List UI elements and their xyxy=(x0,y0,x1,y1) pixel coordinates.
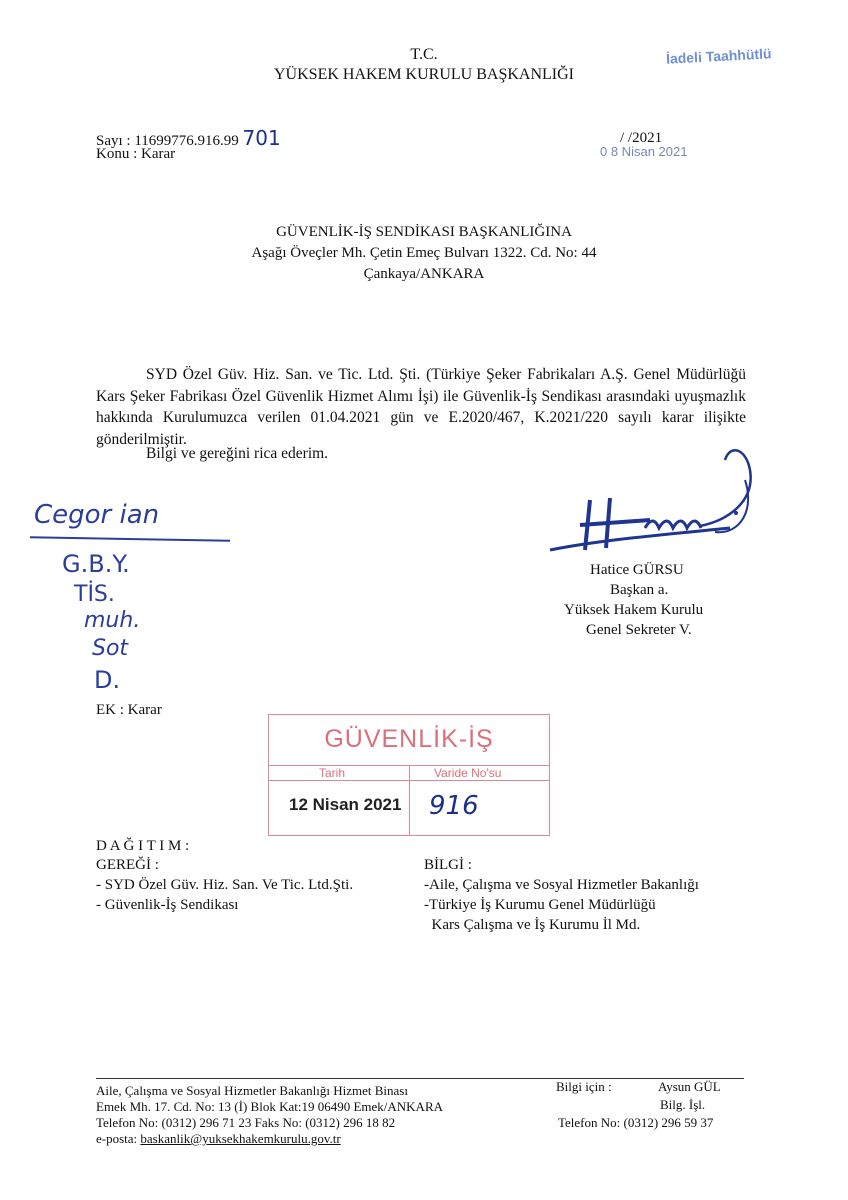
gerekli-label: GEREĞİ : xyxy=(96,857,159,873)
body-paragraph: SYD Özel Güv. Hiz. San. ve Tic. Ltd. Şti. (Türkiye Şeker Fabrikaları A.Ş. Genel Müdürlüğü Kars Şeker Fabrikası Özel Güvenlik Hizmet Alımı İşi) ile Güvenlik-İş Sendikası arasındaki uyuşmazlık hakkında Kurulumuzca verilen 01.04.2021 gün ve E.2020/467, K.2021/220 sayılı karar ilişikte gönderilmiştir. xyxy=(96,366,746,448)
recipient-name: GÜVENLİK-İŞ SENDİKASI BAŞKANLIĞINA xyxy=(276,224,572,240)
hand-line: D. xyxy=(94,666,121,694)
date-template: / /2021 xyxy=(620,130,663,146)
stamp-divider xyxy=(409,765,410,835)
closing-line: Bilgi ve gereğini rica ederim. xyxy=(146,445,329,462)
gerekli-item: - SYD Özel Güv. Hiz. San. Ve Tic. Ltd.Şti. xyxy=(96,877,354,893)
hand-line: TİS. xyxy=(74,582,115,607)
stamp-number-label: Varide No'su xyxy=(434,766,502,780)
hand-line: muh. xyxy=(84,608,141,633)
stamp-date-label: Tarih xyxy=(319,766,346,780)
bilgi-item: -Türkiye İş Kurumu Genel Müdürlüğü xyxy=(424,897,656,913)
stamp-date-value: 12 Nisan 2021 xyxy=(289,795,402,814)
footer-email-link[interactable]: baskanlik@yuksekhakemkurulu.gov.tr xyxy=(140,1131,341,1146)
bilgi-item: Kars Çalışma ve İş Kurumu İl Md. xyxy=(424,917,641,933)
bilgi-label: BİLGİ : xyxy=(424,857,472,873)
header-institution: YÜKSEK HAKEM KURULU BAŞKANLIĞI xyxy=(274,66,574,83)
gerekli-item: - Güvenlik-İş Sendikası xyxy=(96,897,239,913)
signatory-title1: Başkan a. xyxy=(610,582,669,598)
header-tc: T.C. xyxy=(410,46,438,63)
attachment-label: EK : xyxy=(96,702,124,718)
footer-email-line xyxy=(96,1131,341,1146)
footer-address1: Aile, Çalışma ve Sosyal Hizmetler Bakanlığı Hizmet Binası xyxy=(96,1083,408,1098)
footer-info-name: Aysun GÜL xyxy=(658,1079,721,1094)
footer-info-label: Bilgi için : xyxy=(556,1079,612,1094)
footer-divider xyxy=(96,1078,744,1079)
sayi-label: Sayı xyxy=(96,133,123,149)
footer-info-title: Bilg. İşl. xyxy=(660,1097,706,1112)
konu-value: : Karar xyxy=(133,146,176,162)
signatory-title2: Yüksek Hakem Kurulu xyxy=(564,602,704,618)
sayi-handwritten: 701 xyxy=(242,126,281,150)
hand-line: G.B.Y. xyxy=(62,550,130,578)
footer-phone: Telefon No: (0312) 296 71 23 Faks No: (0312) 296 18 82 xyxy=(96,1115,396,1130)
konu-line xyxy=(96,146,175,163)
attachment-value: Karar xyxy=(127,702,162,718)
recipient-address: Aşağı Öveçler Mh. Çetin Emeç Bulvarı 1322. Cd. No: 44 xyxy=(251,245,597,261)
attachment-line xyxy=(96,702,162,719)
receipt-stamp xyxy=(268,714,550,836)
footer-address2: Emek Mh. 17. Cd. No: 13 (İ) Blok Kat:19 06490 Emek/ANKARA xyxy=(96,1099,444,1114)
stamp-number-value: 916 xyxy=(429,791,479,821)
hand-line: Cegor ian xyxy=(34,500,160,530)
stamp-org: GÜVENLİK-İŞ xyxy=(324,725,494,753)
footer-info-phone: Telefon No: (0312) 296 59 37 xyxy=(558,1115,714,1130)
signatory-name: Hatice GÜRSU xyxy=(590,562,684,578)
hand-line: Sot xyxy=(92,636,129,661)
registered-mail-stamp: İadeli Taahhütlü xyxy=(665,45,772,67)
konu-label: Konu xyxy=(96,146,130,162)
date-stamp: 0 8 Nisan 2021 xyxy=(600,144,688,159)
signatory-title3: Genel Sekreter V. xyxy=(586,622,692,638)
recipient-city: Çankaya/ANKARA xyxy=(363,266,485,282)
sayi-value: : 11699776.916.99 xyxy=(126,133,239,149)
footer-email-label: e-posta: xyxy=(96,1131,138,1146)
distribution-title: D A Ğ I T I M : xyxy=(96,838,190,854)
bilgi-item: -Aile, Çalışma ve Sosyal Hizmetler Bakanlığı xyxy=(424,877,699,893)
hand-underline xyxy=(30,536,230,541)
signature-mark xyxy=(540,440,770,570)
